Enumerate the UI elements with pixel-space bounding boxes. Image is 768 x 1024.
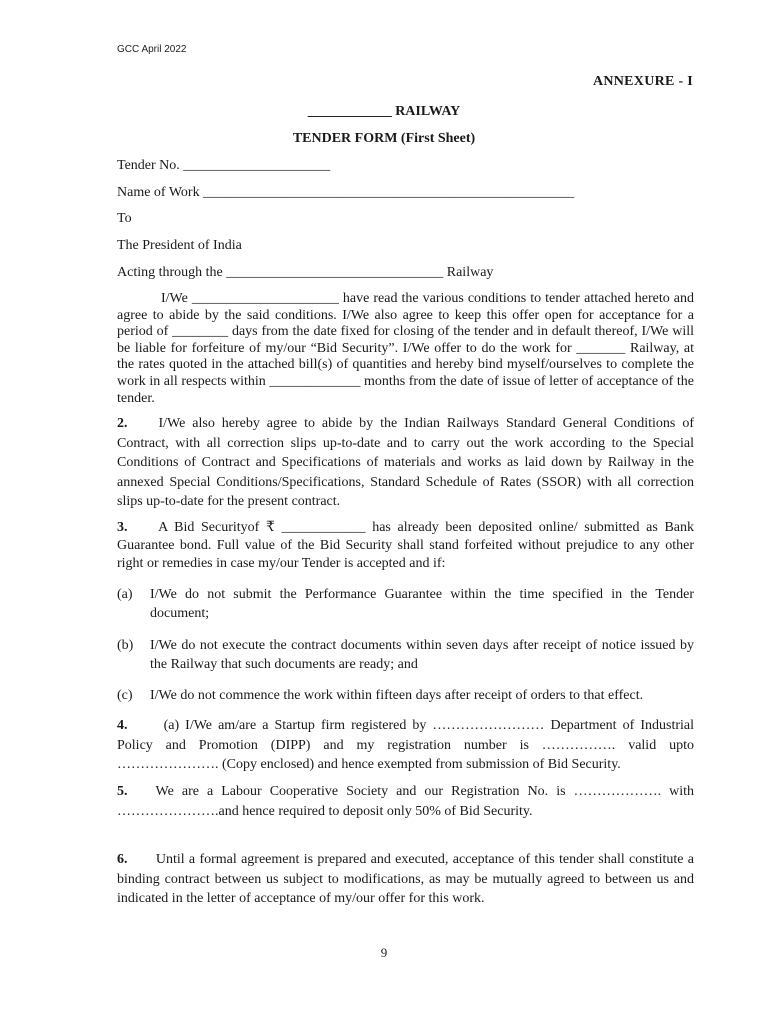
clause-3-item-b [117,636,694,674]
header-tag: GCC April 2022 [117,44,187,55]
item-label: (a) [117,587,133,602]
item-text: I/We do not commence the work within fifteen days after receipt of orders to that effect. [150,688,644,703]
clause-3-item-c [117,686,694,705]
clause-3 [117,519,694,573]
name-of-work-field: Name of Work _____________________________________________________ [117,185,575,200]
clause-6-number: 6. [117,852,128,867]
clause-5-text: We are a Labour Cooperative Society and our Registration No. is ………………. with ………………….and hence required to deposit only 50% of Bid Security. [117,784,694,819]
clause-4-text: (a) I/We am/are a Startup firm registered by …………………… Department of Industrial Policy and Promotion (DIPP) and my registration number is ……………. valid upto …………………. (Copy enclosed) and hence exempted from submission of Bid Security. [117,718,694,773]
clause-2 [117,414,694,512]
clause-3-text: A Bid Securityof ₹ ____________ has already been deposited online/ submitted as Bank Guarantee bond. Full value of the Bid Security shall stand forfeited without prejudice to any other right or remedies in case my/our Tender is accepted and if: [117,520,695,571]
item-label: (b) [117,638,134,653]
item-label: (c) [117,688,133,703]
clause-4-number: 4. [117,718,128,733]
clause-6 [117,850,694,909]
to-line: To [117,211,132,226]
clause-2-text: I/We also hereby agree to abide by the Indian Railways Standard General Conditions of Contract, with all correction slips up-to-date and to carry out the work according to the Special Conditions of Contract and Specifications of materials and works as laid down by Railway in the annexed Special Conditions/Specifications, Standard Schedule of Rates (SSOR) with all correction slips up-to-date for the present contract. [117,416,694,510]
form-title: TENDER FORM (First Sheet) [292,131,476,146]
clause-2-number: 2. [117,416,128,431]
clause-5 [117,782,694,821]
tender-no-field: Tender No. _____________________ [117,158,331,173]
page-number: 9 [380,945,388,960]
intro-paragraph: I/We _____________________ have read the various conditions to tender attached hereto and agree to abide by the said conditions. I/We also agree to keep this offer open for acceptance for a period of ________ days from the date fixed for closing of the tender and in default thereof, I/We will be liable for forfeiture of my/our “Bid Security”. I/We offer to do the work for _______ Railway, at the rates quoted in the attached bill(s) of quantities and hereby bind myself/ourselves to complete the work in all respects within _____________ months from the date of issue of letter of acceptance of the tender. [117,291,694,406]
annexure-label: ANNEXURE - I [592,74,693,89]
clause-3-item-a [117,585,694,623]
clause-4 [117,716,694,775]
railway-title: ____________ RAILWAY [307,104,461,119]
item-text: I/We do not submit the Performance Guarantee within the time specified in the Tender document; [150,587,694,621]
president-line: The President of India [117,238,242,253]
clause-5-number: 5. [117,784,128,799]
item-text: I/We do not execute the contract documents within seven days after receipt of notice issued by the Railway that such documents are ready; and [150,638,694,672]
clause-3-number: 3. [117,520,128,535]
acting-through-line: Acting through the _______________________________ Railway [117,265,494,280]
clause-6-text: Until a formal agreement is prepared and executed, acceptance of this tender shall constitute a binding contract between us subject to modifications, as may be mutually agreed to between us and indicated in the letter of acceptance of my/our offer for this work. [117,852,695,907]
